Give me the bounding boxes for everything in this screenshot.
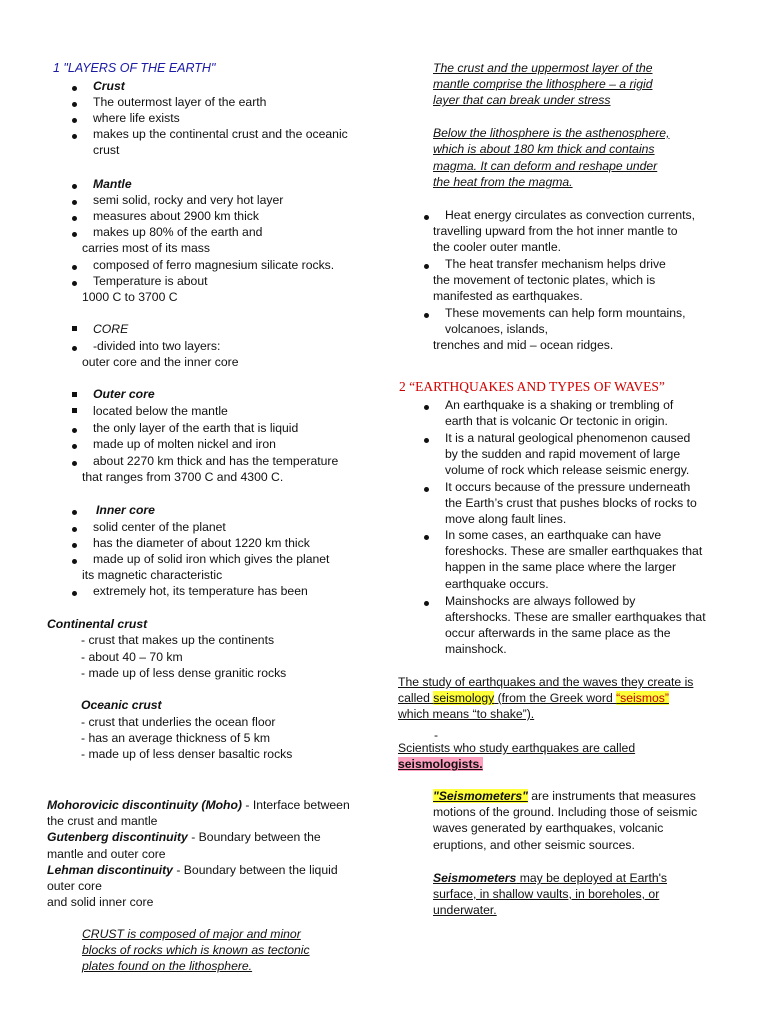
crust-heading: Crust	[93, 79, 125, 93]
list-item-continued: outer core and the inner core	[82, 355, 239, 369]
list-item-continued: move along fault lines.	[445, 512, 567, 526]
list-item-continued: the cooler outer mantle.	[433, 240, 562, 254]
section-1-title: 1 "LAYERS OF THE EARTH"	[53, 61, 216, 75]
list-item-continued: earthquake occurs.	[445, 577, 549, 591]
seismologists-paragraph: Scientists who study earthquakes are called	[398, 741, 636, 755]
section-2-title: 2 “EARTHQUAKES AND TYPES OF WAVES”	[399, 379, 665, 394]
list-item-continued: occur afterwards in the same place as the	[445, 626, 671, 640]
deployment-definition-continued: surface, in shallow vaults, in boreholes, or	[433, 887, 660, 901]
list-item: The outermost layer of the earth	[93, 95, 267, 109]
lehman-line	[47, 862, 338, 878]
bullet-icon	[72, 134, 77, 139]
bullet-icon	[72, 232, 77, 237]
list-item: semi solid, rocky and very hot layer	[93, 193, 284, 207]
list-item-continued: happen in the same place where the larger	[445, 560, 677, 574]
deployment-definition: may be deployed at Earth's	[516, 871, 668, 885]
gutenberg-line	[47, 829, 321, 845]
seismos-highlight: “seismos”	[616, 691, 669, 705]
bullet-icon	[72, 444, 77, 449]
moho-term: Mohorovicic discontinuity (Moho)	[47, 798, 242, 812]
list-item: - has an average thickness of 5 km	[81, 731, 271, 745]
list-item: - made up of less dense granitic rocks	[81, 666, 287, 680]
bullet-icon	[72, 428, 77, 433]
tectonic-plates-note: blocks of rocks which is known as tectonic	[82, 943, 310, 957]
lehman-term: Lehman discontinuity	[47, 863, 173, 877]
bullet-icon	[72, 461, 77, 466]
list-item-continued: travelling upward from the hot inner mantle to	[433, 224, 678, 238]
deployment-definition-continued: underwater.	[433, 903, 497, 917]
bullet-icon	[72, 184, 77, 189]
bullet-icon	[424, 535, 429, 540]
list-item-continued: the Earth’s crust that pushes blocks of rocks to	[445, 496, 697, 510]
lithosphere-note: mantle comprise the lithosphere – a rigid	[433, 77, 653, 91]
list-item-continued: manifested as earthquakes.	[433, 289, 583, 303]
gutenberg-definition: - Boundary between the	[187, 830, 321, 844]
bullet-icon	[72, 216, 77, 221]
bullet-icon	[72, 118, 77, 123]
list-item: has the diameter of about 1220 km thick	[93, 536, 310, 550]
lehman-definition-continued: and solid inner core	[47, 895, 154, 909]
list-item: - crust that makes up the continents	[81, 633, 275, 647]
list-item: - crust that underlies the ocean floor	[81, 715, 276, 729]
list-item-continued: aftershocks. These are smaller earthquakes that	[445, 610, 706, 624]
bullet-icon	[424, 313, 429, 318]
list-item: made up of solid iron which gives the planet	[93, 552, 330, 566]
list-item: It occurs because of the pressure underneath	[445, 480, 691, 494]
bullet-icon	[72, 346, 77, 351]
seismometers-line	[433, 788, 696, 804]
gutenberg-term: Gutenberg discontinuity	[47, 830, 188, 844]
seismology-paragraph: which means “to shake”).	[398, 707, 535, 721]
list-item-continued: mainshock.	[445, 642, 507, 656]
list-item: where life exists	[93, 111, 180, 125]
seismology-paragraph	[398, 690, 669, 706]
list-item-continued: foreshocks. These are smaller earthquakes that	[445, 544, 703, 558]
tectonic-plates-note: plates found on the lithosphere.	[82, 959, 253, 973]
list-item-continued: the movement of tectonic plates, which is	[433, 273, 656, 287]
bullet-icon	[72, 543, 77, 548]
list-item: It is a natural geological phenomenon caused	[445, 431, 691, 445]
square-bullet-icon	[72, 326, 77, 331]
list-item: measures about 2900 km thick	[93, 209, 259, 223]
list-item: An earthquake is a shaking or trembling of	[445, 398, 674, 412]
list-item-continued: by the sudden and rapid movement of large	[445, 447, 681, 461]
list-item-continued: 1000 C to 3700 C	[82, 290, 178, 304]
asthenosphere-note: which is about 180 km thick and contains	[433, 142, 655, 156]
moho-definition-continued: the crust and mantle	[47, 814, 158, 828]
seismometers-definition-continued: eruptions, and other seismic sources.	[433, 838, 635, 852]
list-item: makes up 80% of the earth and	[93, 225, 263, 239]
bullet-icon	[72, 559, 77, 564]
lehman-definition: - Boundary between the liquid	[172, 863, 338, 877]
list-item: Heat energy circulates as convection currents,	[445, 208, 695, 222]
list-item: In some cases, an earthquake can have	[445, 528, 662, 542]
list-item: about 2270 km thick and has the temperature	[93, 454, 339, 468]
list-item: Temperature is about	[93, 274, 208, 288]
seismology-paragraph: The study of earthquakes and the waves they create is	[398, 675, 694, 689]
asthenosphere-note: the heat from the magma.	[433, 175, 573, 189]
mantle-heading: Mantle	[93, 177, 132, 191]
list-item-continued: that ranges from 3700 C and 4300 C.	[82, 470, 284, 484]
lithosphere-note: The crust and the uppermost layer of the	[433, 61, 653, 75]
dash-mark: -	[434, 728, 439, 742]
bullet-icon	[424, 405, 429, 410]
bullet-icon	[424, 215, 429, 220]
list-item: These movements can help form mountains,	[445, 306, 686, 320]
list-item: extremely hot, its temperature has been	[93, 584, 308, 598]
seismology-text: called	[398, 691, 434, 705]
bullet-icon	[424, 438, 429, 443]
list-item: The heat transfer mechanism helps drive	[445, 257, 666, 271]
seismology-text: (from the Greek word	[494, 691, 617, 705]
list-item: made up of molten nickel and iron	[93, 437, 276, 451]
list-item: makes up the continental crust and the oceanic	[93, 127, 348, 141]
oceanic-crust-heading: Oceanic crust	[81, 698, 162, 712]
deployment-line	[433, 870, 667, 886]
list-item-continued: volcanoes, islands,	[445, 322, 548, 336]
list-item: - about 40 – 70 km	[81, 650, 183, 664]
list-item-continued: crust	[93, 143, 120, 157]
bullet-icon	[72, 265, 77, 270]
continental-crust-heading: Continental crust	[47, 617, 148, 631]
lithosphere-note: layer that can break under stress	[433, 93, 611, 107]
tectonic-plates-note: CRUST is composed of major and minor	[82, 927, 301, 941]
list-item: -divided into two layers:	[93, 339, 221, 353]
square-bullet-icon	[72, 392, 77, 397]
list-item: composed of ferro magnesium silicate rocks.	[93, 258, 335, 272]
bullet-icon	[72, 510, 77, 515]
inner-core-heading: Inner core	[96, 503, 155, 517]
bullet-icon	[72, 281, 77, 286]
lehman-definition-continued: outer core	[47, 879, 102, 893]
core-heading: CORE	[93, 322, 129, 336]
asthenosphere-note: magma. It can deform and reshape under	[433, 159, 658, 173]
deployment-term: Seismometers	[433, 871, 517, 885]
seismometers-term: "Seismometers"	[433, 789, 528, 803]
seismometers-definition-continued: motions of the ground. Including those of seismic	[433, 805, 698, 819]
list-item-continued: earth that is volcanic Or tectonic in origin.	[445, 414, 668, 428]
seismometers-definition-continued: waves generated by earthquakes, volcanic	[433, 821, 664, 835]
bullet-icon	[72, 200, 77, 205]
bullet-icon	[72, 591, 77, 596]
outer-core-heading: Outer core	[93, 387, 155, 401]
bullet-icon	[424, 264, 429, 269]
bullet-icon	[424, 601, 429, 606]
bullet-icon	[424, 487, 429, 492]
bullet-icon	[72, 527, 77, 532]
seismology-highlight: seismology	[433, 691, 495, 705]
seismologists-paragraph	[398, 756, 483, 772]
list-item: solid center of the planet	[93, 520, 226, 534]
moho-line	[47, 797, 350, 813]
list-item-continued: trenches and mid – ocean ridges.	[433, 338, 614, 352]
list-item: located below the mantle	[93, 404, 228, 418]
list-item-continued: volume of rock which release seismic energy.	[445, 463, 690, 477]
list-item-continued: its magnetic characteristic	[82, 568, 223, 582]
seismologists-highlight: seismologists.	[398, 757, 483, 771]
list-item: the only layer of the earth that is liquid	[93, 421, 299, 435]
gutenberg-definition-continued: mantle and outer core	[47, 847, 166, 861]
list-item: Mainshocks are always followed by	[445, 594, 636, 608]
asthenosphere-note: Below the lithosphere is the asthenosphere,	[433, 126, 670, 140]
bullet-icon	[72, 86, 77, 91]
bullet-icon	[72, 102, 77, 107]
list-item: - made up of less denser basaltic rocks	[81, 747, 293, 761]
seismometers-definition: are instruments that measures	[527, 789, 696, 803]
moho-definition: - Interface between	[242, 798, 350, 812]
list-item-continued: carries most of its mass	[82, 241, 210, 255]
square-bullet-icon	[72, 408, 77, 413]
